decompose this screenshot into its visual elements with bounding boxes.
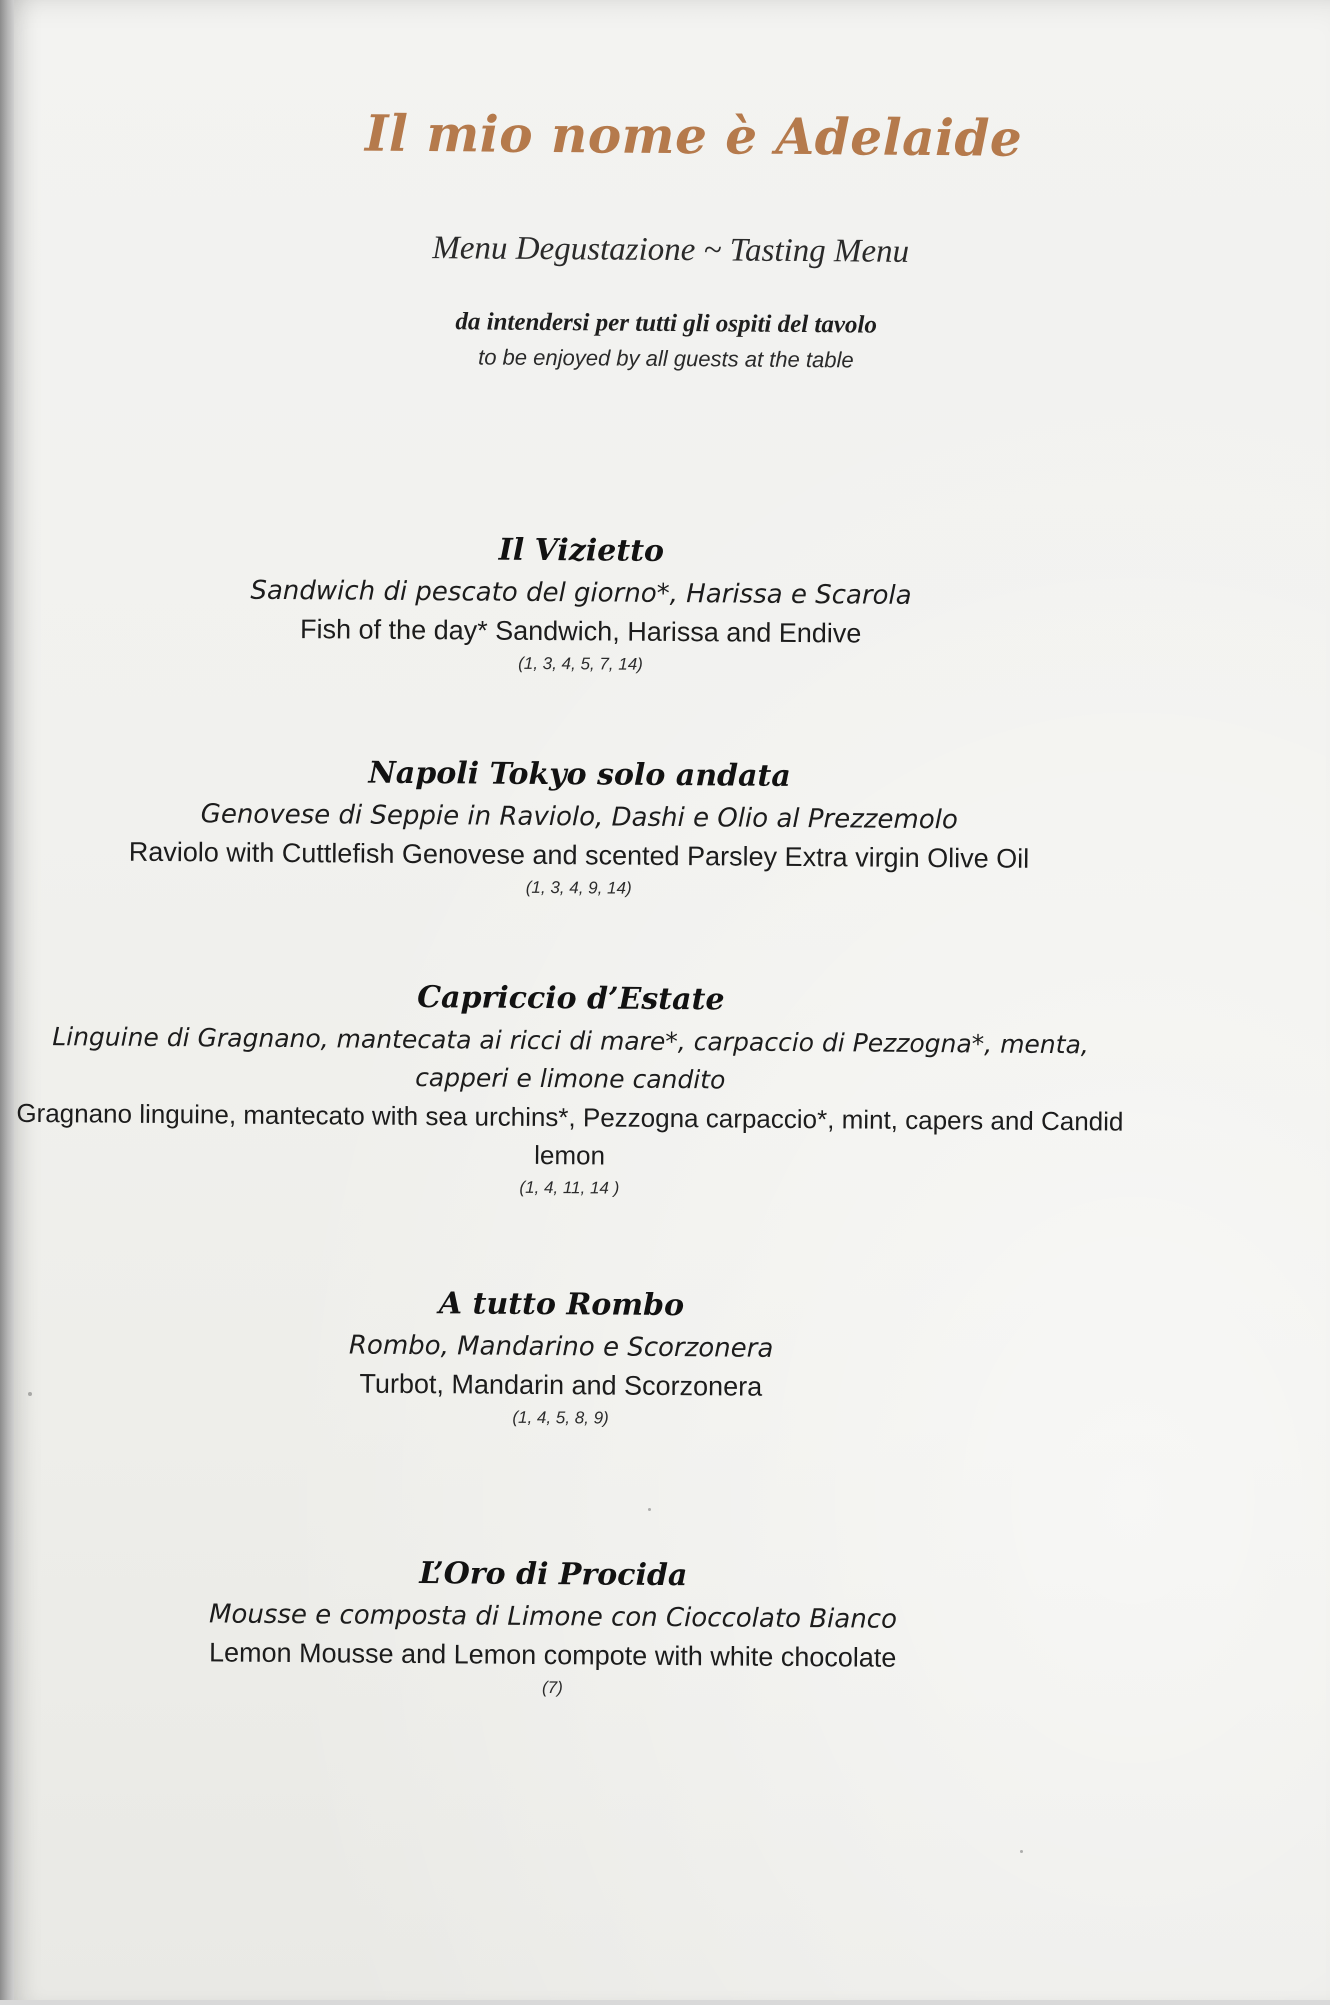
- course-description-italian-line-1: Linguine di Gragnano, mantecata ai ricci di mare*, carpaccio di Pezzogna*, menta,: [52, 1022, 1089, 1060]
- menu-subtitle: Menu Degustazione ~ Tasting Menu: [432, 230, 910, 270]
- paper-speck: [1020, 1850, 1023, 1853]
- table-note-italian: da intendersi per tutti gli ospiti del tavolo: [455, 308, 878, 339]
- course-description-italian: Mousse e composta di Limone con Cioccolato Bianco: [208, 1599, 898, 1635]
- course-description-italian-line-2: capperi e limone candito: [415, 1062, 726, 1095]
- menu-content: [3, 0, 1330, 2005]
- course-name: Capriccio d’Estate: [417, 980, 725, 1018]
- course-name: Il Vizietto: [498, 532, 665, 569]
- course-napoli-tokyo: [9, 753, 1150, 903]
- course-a-tutto-rombo: [6, 1283, 1117, 1433]
- course-description-english-line-1: Gragnano linguine, mantecato with sea urchins*, Pezzogna carpaccio*, mint, capers and Candid: [16, 1097, 1124, 1137]
- course-description-english: Lemon Mousse and Lemon compote with white chocolate: [208, 1637, 897, 1673]
- course-description-english: Turbot, Mandarin and Scorzonera: [359, 1368, 763, 1402]
- course-description-italian: Rombo, Mandarino e Scorzonera: [348, 1330, 774, 1364]
- course-name: Napoli Tokyo solo andata: [368, 755, 791, 794]
- paper-speck: [28, 1392, 32, 1396]
- course-il-vizietto: [10, 529, 1151, 679]
- course-name: A tutto Rombo: [438, 1286, 685, 1324]
- course-allergens: (1, 4, 11, 14 ): [519, 1177, 620, 1198]
- course-capriccio-destate: [0, 977, 1161, 1203]
- course-name: L’Oro di Procida: [419, 1556, 688, 1594]
- course-description-italian: Genovese di Seppie in Raviolo, Dashi e Olio al Prezzemolo: [200, 799, 958, 836]
- course-allergens: (7): [541, 1678, 563, 1698]
- course-allergens: (1, 4, 5, 8, 9): [512, 1407, 609, 1428]
- course-description-english: Fish of the day* Sandwich, Harissa and Endive: [299, 614, 862, 649]
- table-note-english: to be enjoyed by all guests at the table: [478, 344, 854, 373]
- course-description-english: Raviolo with Cuttlefish Genovese and scented Parsley Extra virgin Olive Oil: [128, 836, 1030, 874]
- paper-speck: [648, 1508, 651, 1511]
- course-loro-di-procida: [0, 1553, 1108, 1703]
- course-description-english-line-2: lemon: [534, 1139, 606, 1171]
- course-allergens: (1, 3, 4, 5, 7, 14): [518, 653, 643, 674]
- restaurant-title: Il mio nome è Adelaide: [364, 103, 1023, 168]
- course-description-italian: Sandwich di pescato del giorno*, Harissa e Scarola: [250, 575, 912, 611]
- menu-page: [14, 0, 1330, 2000]
- course-allergens: (1, 3, 4, 9, 14): [525, 877, 632, 898]
